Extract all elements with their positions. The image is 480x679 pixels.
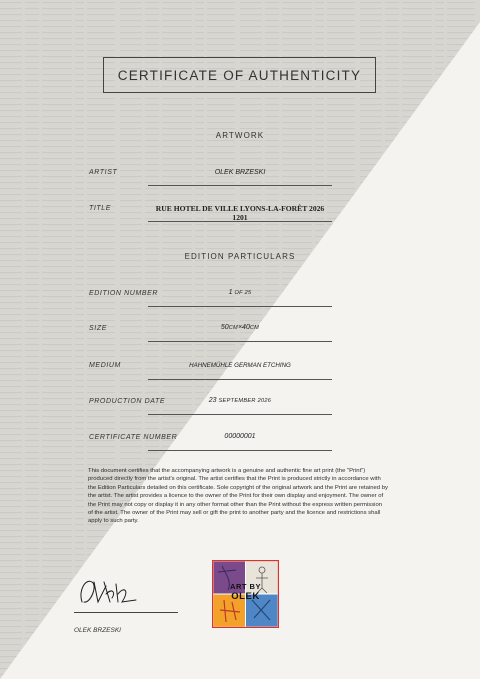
size-value bbox=[148, 324, 332, 331]
size-height: 40 bbox=[242, 324, 250, 331]
artist-value: OLEK BRZESKI bbox=[214, 169, 266, 176]
medium-value: HAHNEMÜHLE GERMAN ETCHING bbox=[189, 362, 291, 369]
certificate-number-value: 00000001 bbox=[224, 433, 256, 440]
edition-number: 1 bbox=[228, 289, 233, 296]
size-label: SIZE bbox=[89, 325, 107, 332]
production-day: 23 bbox=[208, 397, 217, 404]
logo-text-line1: ART BY bbox=[230, 582, 261, 591]
title-value: RUE HOTEL DE VILLE LYONS-LA-FORÊT 2026 1201 bbox=[155, 204, 325, 222]
size-width: 50 bbox=[220, 324, 229, 331]
edition-number-value bbox=[148, 289, 332, 296]
size-height-unit: CM bbox=[249, 325, 260, 331]
size-underline bbox=[148, 341, 332, 342]
production-date-underline bbox=[148, 414, 332, 415]
certificate-number-underline bbox=[148, 450, 332, 451]
artist-underline bbox=[148, 185, 332, 186]
medium-label: MEDIUM bbox=[89, 362, 121, 369]
production-date-label: PRODUCTION DATE bbox=[89, 398, 166, 405]
edition-number-label: EDITION NUMBER bbox=[89, 290, 159, 297]
production-date-value bbox=[148, 397, 332, 404]
certificate-title: CERTIFICATE OF AUTHENTICITY bbox=[103, 57, 376, 93]
production-month-year: SEPTEMBER 2026 bbox=[218, 398, 272, 404]
logo-text-line2: OLEK bbox=[231, 591, 260, 602]
handwritten-signature-icon bbox=[76, 572, 140, 612]
signature-name: OLEK BRZESKI bbox=[74, 627, 121, 634]
size-separator: × bbox=[237, 324, 243, 331]
signature-line bbox=[74, 612, 178, 613]
certificate-number-label: CERTIFICATE NUMBER bbox=[89, 434, 178, 441]
medium-underline bbox=[148, 379, 332, 380]
title-label: TITLE bbox=[89, 205, 112, 212]
art-by-olek-logo-icon bbox=[212, 560, 279, 628]
edition-underline bbox=[148, 306, 332, 307]
title-underline bbox=[148, 221, 332, 222]
artwork-section-heading: ARTWORK bbox=[215, 131, 265, 140]
edition-section-heading: EDITION PARTICULARS bbox=[184, 252, 296, 261]
edition-total: OF 25 bbox=[234, 290, 252, 296]
artist-label: ARTIST bbox=[89, 169, 118, 176]
certification-statement: This document certifies that the accompanying artwork is a genuine and authentic fine art print (the "Print") produced directly from the artist's original. The artist certifies that the Print is produced strictly in accordance with the Edition Particulars detailed on this certificate. Sole copyright of the original artwork and the Print are retained by the artist. The artist provides a licence to the owner of the Print for their own display and enjoyment. The owner of the Print may not copy or display it in any other format other than the Print without the express written permission of the artist. The owner of the Print may sell or gift the print to another party and the licence and restrictions shall apply to such party. bbox=[88, 468, 388, 525]
size-width-unit: CM bbox=[228, 325, 238, 331]
